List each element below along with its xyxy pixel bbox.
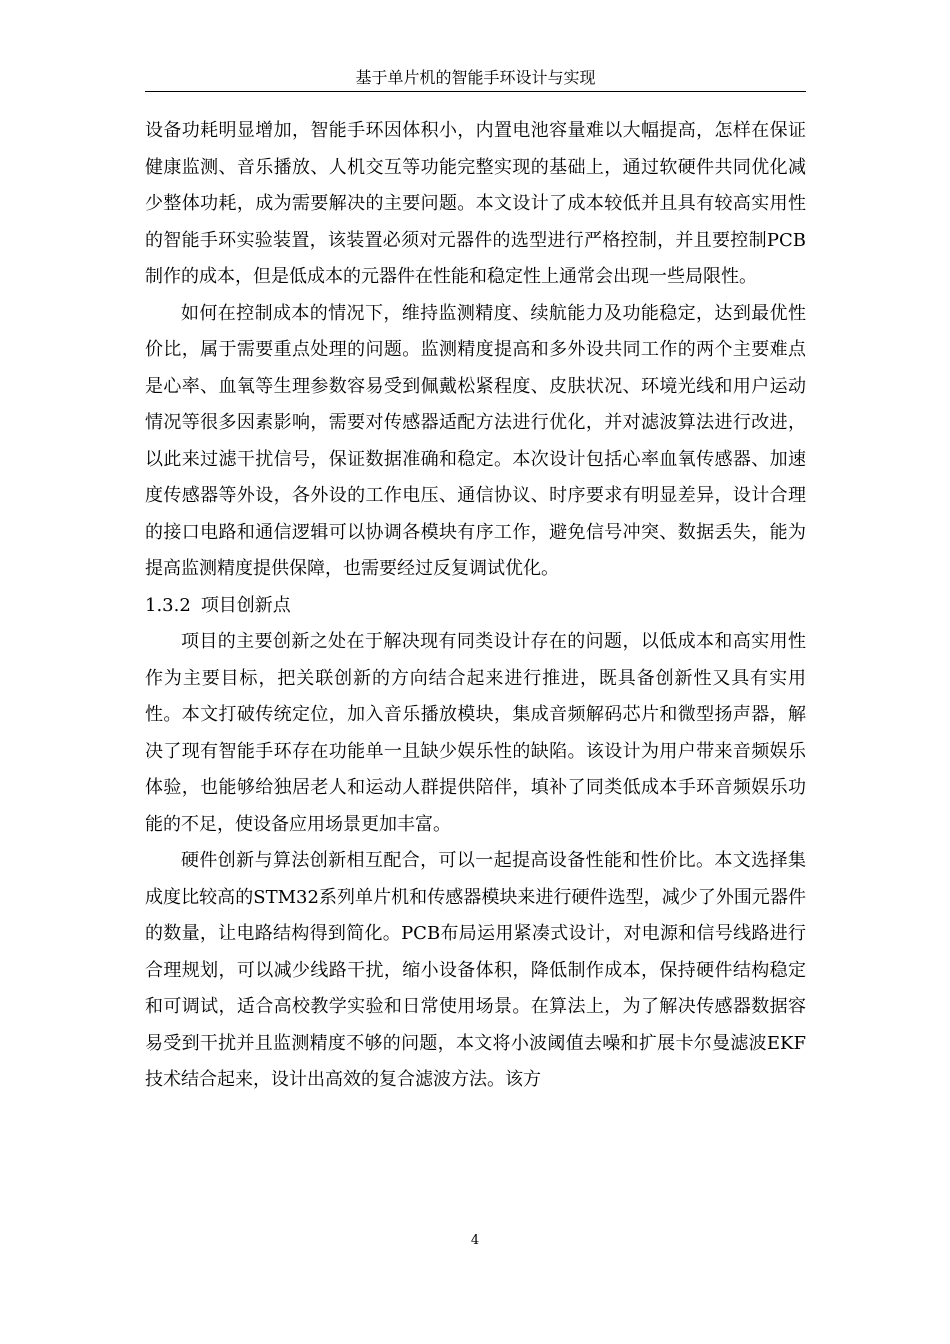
section-heading <box>145 588 806 625</box>
body-paragraph-4: 硬件创新与算法创新相互配合，可以一起提高设备性能和性价比。本文选择集成度比较高的STM32系列单片机和传感器模块来进行硬件选型，减少了外围元器件的数量，让电路结构得到简化。PCB布局运用紧凑式设计，对电源和信号线路进行合理规划，可以减少线路干扰，缩小设备体积，降低制作成本，保持硬件结构稳定和可调试，适合高校教学实验和日常使用场景。在算法上，为了解决传感器数据容易受到干扰并且监测精度不够的问题，本文将小波阈值去噪和扩展卡尔曼滤波EKF技术结合起来，设计出高效的复合滤波方法。该方 <box>145 850 806 1090</box>
section-number: 1.3.2 <box>145 594 191 616</box>
header-rule <box>145 91 806 92</box>
section-title: 项目创新点 <box>200 594 291 616</box>
body-paragraph-1: 设备功耗明显增加，智能手环因体积小，内置电池容量难以大幅提高，怎样在保证健康监测、音乐播放、人机交互等功能完整实现的基础上，通过软硬件共同优化减少整体功耗，成为需要解决的主要问题。本文设计了成本较低并且具有较高实用性的智能手环实验装置，该装置必须对元器件的选型进行严格控制，并且要控制PCB制作的成本，但是低成本的元器件在性能和稳定性上通常会出现一些局限性。 <box>145 120 806 287</box>
page-number: 4 <box>470 1233 480 1248</box>
body-paragraph-3: 项目的主要创新之处在于解决现有同类设计存在的问题，以低成本和高实用性作为主要目标，把关联创新的方向结合起来进行推进，既具备创新性又具有实用性。本文打破传统定位，加入音乐播放模块，集成音频解码芯片和微型扬声器，解决了现有智能手环存在功能单一且缺少娱乐性的缺陷。该设计为用户带来音频娱乐体验，也能够给独居老人和运动人群提供陪伴，填补了同类低成本手环音频娱乐功能的不足，使设备应用场景更加丰富。 <box>145 631 806 835</box>
page-body <box>145 113 806 1099</box>
body-paragraph-2: 如何在控制成本的情况下，维持监测精度、续航能力及功能稳定，达到最优性价比，属于需要重点处理的问题。监测精度提高和多外设共同工作的两个主要难点是心率、血氧等生理参数容易受到佩戴松紧程度、皮肤状况、环境光线和用户运动情况等很多因素影响，需要对传感器适配方法进行优化，并对滤波算法进行改进，以此来过滤干扰信号，保证数据准确和稳定。本次设计包括心率血氧传感器、加速度传感器等外设，各外设的工作电压、通信协议、时序要求有明显差异，设计合理的接口电路和通信逻辑可以协调各模块有序工作，避免信号冲突、数据丢失，能为提高监测精度提供保障，也需要经过反复调试优化。 <box>145 302 806 579</box>
running-header-title: 基于单片机的智能手环设计与实现 <box>355 68 596 87</box>
